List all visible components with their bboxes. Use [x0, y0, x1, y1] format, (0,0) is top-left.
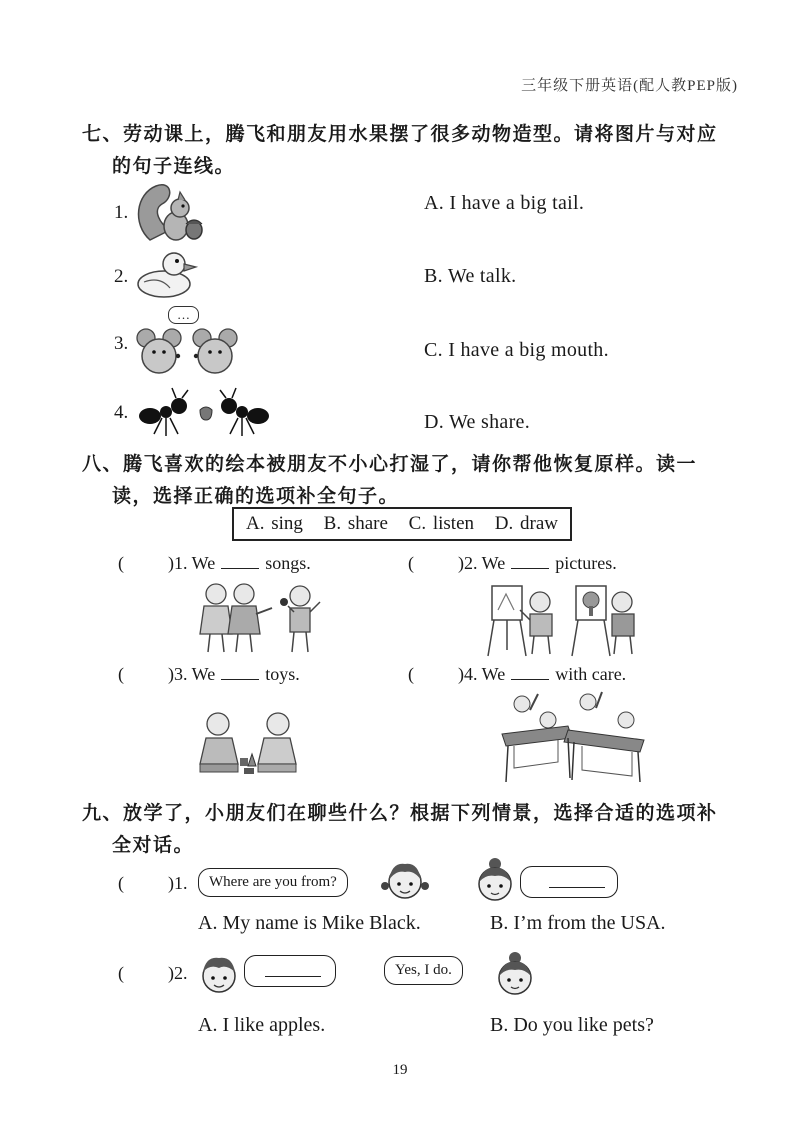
kids-drawing-picture [488, 580, 638, 658]
kids-singing-picture [196, 578, 326, 656]
sec8-item-3 [118, 663, 300, 685]
answer-paren[interactable]: ( [118, 553, 124, 573]
item-2-label: )2. We [458, 553, 506, 573]
girl-face-icon [380, 856, 430, 906]
item-1-rest: songs. [265, 553, 311, 573]
duck-picture[interactable] [136, 248, 200, 302]
sec9-q2-number [118, 963, 188, 984]
sec7-sentence-c[interactable]: C. I have a big mouth. [424, 339, 609, 361]
option-c: C. listen [408, 513, 475, 534]
answer-paren[interactable]: ( [118, 664, 124, 684]
two-ants-picture[interactable] [136, 388, 282, 438]
section-7-title-line2: 的句子连线。 [112, 155, 236, 178]
item-4-rest: with care. [555, 664, 627, 684]
section-7-title [82, 118, 718, 183]
q2-option-a[interactable]: A. I like apples. [198, 1014, 326, 1036]
q1-question-bubble: Where are you from? [198, 868, 348, 897]
item-4-blank[interactable] [511, 663, 549, 680]
answer-paren[interactable]: ( [408, 664, 414, 684]
sec7-sentence-b[interactable]: B. We talk. [424, 265, 517, 287]
item-3-rest: toys. [265, 664, 300, 684]
item-1-label: )1. We [168, 553, 216, 573]
sec9-q1-number [118, 873, 188, 894]
section-9-title [82, 797, 718, 862]
item-2-blank[interactable] [511, 552, 549, 569]
sec8-item-2 [408, 552, 617, 574]
q1-label: )1. [168, 873, 188, 893]
sec7-sentence-d[interactable]: D. We share. [424, 411, 531, 433]
q1-answer-paren[interactable]: ( [118, 873, 124, 893]
sec8-item-1 [118, 552, 311, 574]
girl-bun-face-icon [470, 856, 520, 906]
q2-label: )2. [168, 963, 188, 983]
item-3-blank[interactable] [221, 663, 259, 680]
squirrel-picture[interactable] [136, 180, 206, 246]
mice-speech-bubble: … [168, 306, 199, 324]
option-b: B. share [323, 513, 388, 534]
two-mice-picture[interactable] [132, 326, 244, 378]
item-3-label: )3. We [168, 664, 216, 684]
q1-answer-bubble [520, 866, 618, 898]
book-header: 三年级下册英语(配人教PEP版) [521, 78, 738, 94]
section-8-title-line1: 八、腾飞喜欢的绘本被朋友不小心打湿了，请你帮他恢复原样。读一 [82, 453, 698, 475]
item-4-label: )4. We [458, 664, 506, 684]
kids-sharing-toys-picture [198, 708, 298, 780]
q1-option-a[interactable]: A. My name is Mike Black. [198, 912, 421, 934]
page-number: 19 [392, 1062, 408, 1078]
option-d: D. draw [494, 513, 558, 534]
q2-reply-bubble: Yes, I do. [384, 956, 463, 985]
girl-bun-face-icon-2 [490, 950, 540, 1000]
q2-answer-paren[interactable]: ( [118, 963, 124, 983]
option-a: A. sing [246, 513, 303, 534]
item-1-blank[interactable] [221, 552, 259, 569]
q2-option-b[interactable]: B. Do you like pets? [490, 1014, 654, 1036]
section-8-title [82, 448, 697, 513]
section-9-title-line1: 九、放学了，小朋友们在聊些什么？根据下列情景，选择合适的选项补 [82, 802, 718, 824]
section-8-title-line2: 读，选择正确的选项补全句子。 [112, 485, 400, 508]
word-option-box [232, 507, 572, 541]
sec8-item-4 [408, 663, 626, 685]
item-2-rest: pictures. [555, 553, 617, 573]
sec7-number-3: 3. [114, 333, 129, 354]
sec7-sentence-a[interactable]: A. I have a big tail. [424, 192, 585, 214]
q1-answer-blank[interactable] [549, 887, 605, 888]
q1-option-b[interactable]: B. I’m from the USA. [490, 912, 666, 934]
boy-face-icon [196, 950, 242, 1000]
section-7-title-line1: 七、劳动课上，腾飞和朋友用水果摆了很多动物造型。请将图片与对应 [82, 123, 718, 145]
sec7-number-4: 4. [114, 402, 129, 423]
classroom-picture [498, 690, 648, 784]
sec7-number-2: 2. [114, 266, 129, 287]
sec7-number-1: 1. [114, 202, 129, 223]
q2-answer-bubble [244, 955, 336, 987]
q2-answer-blank[interactable] [265, 976, 321, 977]
section-9-title-line2: 全对话。 [112, 834, 195, 857]
answer-paren[interactable]: ( [408, 553, 414, 573]
